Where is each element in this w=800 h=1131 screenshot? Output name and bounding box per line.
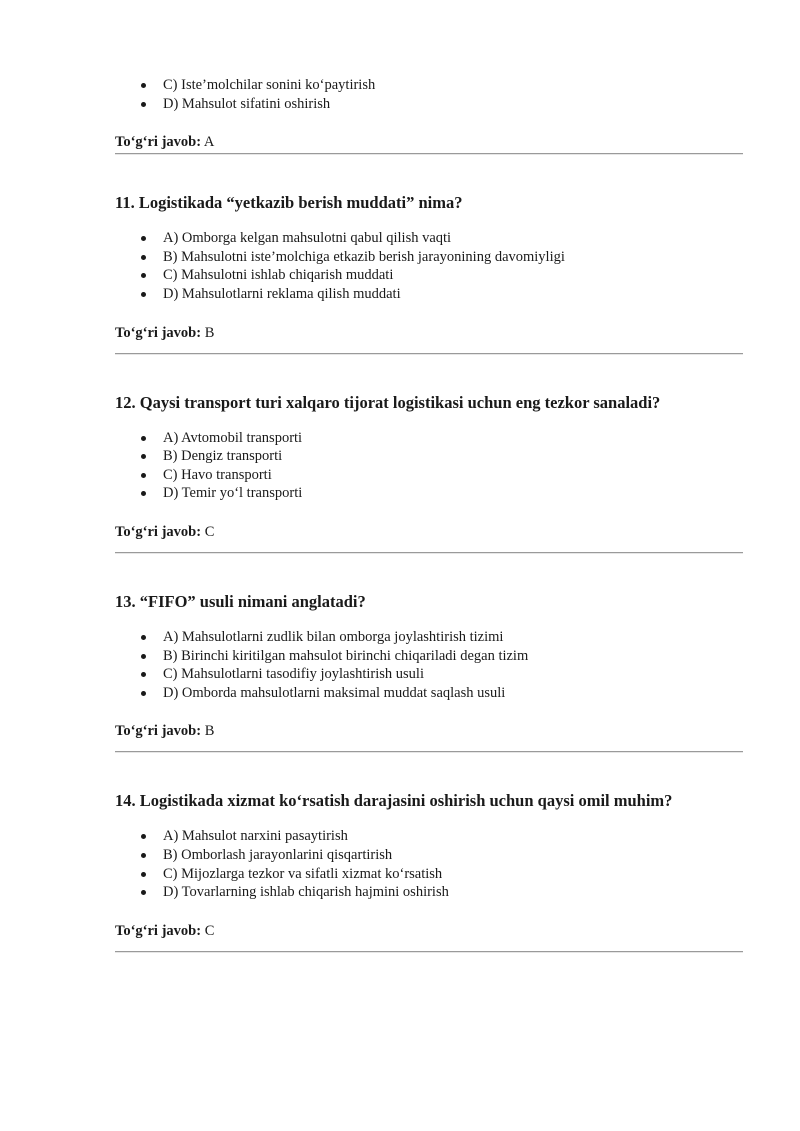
option-text: A) Omborga kelgan mahsulotni qabul qilish vaqti — [163, 230, 452, 247]
option-text: B) Birinchi kiritilgan mahsulot birinchi chiqariladi degan tizim — [163, 647, 529, 664]
answer-line — [115, 523, 743, 541]
option-text: D) Mahsulotlarni reklama qilish muddati — [163, 285, 401, 302]
option-text: B) Omborlash jarayonlarini qisqartirish — [163, 846, 393, 863]
list-item — [115, 229, 743, 248]
option-text: A) Avtomobil transporti — [163, 429, 303, 446]
option-text: D) Temir yo‘l transporti — [163, 485, 303, 502]
option-text: B) Mahsulotni iste’molchiga etkazib berish jarayonining davomiyligi — [163, 248, 565, 265]
bullet-icon — [141, 83, 146, 88]
options-list — [115, 827, 743, 901]
bullet-icon — [141, 672, 146, 677]
answer-value: A — [203, 134, 215, 151]
bullet-icon — [141, 102, 146, 107]
answer-value: B — [204, 324, 215, 341]
bullet-icon — [141, 273, 146, 278]
list-item — [115, 883, 743, 902]
answer-label: To‘g‘ri javob: — [115, 523, 202, 540]
option-text: D) Omborda mahsulotlarni maksimal muddat saqlash usuli — [163, 684, 506, 701]
bullet-icon — [141, 890, 146, 895]
question-title: 13. “FIFO” usuli nimani anglatadi? — [115, 591, 366, 611]
bullet-icon — [141, 834, 146, 839]
options-list — [115, 429, 743, 503]
question-title: 14. Logistikada xizmat ko‘rsatish darajasini oshirish uchun qaysi omil muhim? — [115, 791, 673, 811]
option-text: D) Mahsulot sifatini oshirish — [163, 95, 331, 112]
bullet-icon — [141, 236, 146, 241]
answer-line — [115, 722, 743, 740]
answer-line — [115, 133, 743, 151]
question-title: 12. Qaysi transport turi xalqaro tijorat logistikasi uchun eng tezkor sanaladi? — [115, 392, 661, 412]
list-item — [115, 76, 743, 95]
list-item — [115, 628, 743, 647]
list-item — [115, 429, 743, 448]
options-list — [115, 628, 743, 702]
option-text: C) Mijozlarga tezkor va sifatli xizmat ko‘rsatish — [163, 865, 443, 882]
option-text: C) Havo transporti — [163, 466, 272, 483]
option-text: A) Mahsulotlarni zudlik bilan omborga joylashtirish tizimi — [163, 628, 504, 645]
option-text: C) Mahsulotni ishlab chiqarish muddati — [163, 267, 394, 284]
answer-label: To‘g‘ri javob: — [115, 922, 202, 939]
bullet-icon — [141, 654, 146, 659]
option-text: B) Dengiz transporti — [163, 448, 283, 465]
bullet-icon — [141, 436, 146, 441]
list-item — [115, 846, 743, 865]
bullet-icon — [141, 872, 146, 877]
bullet-icon — [141, 473, 146, 478]
list-item — [115, 248, 743, 267]
option-text: C) Iste’molchilar sonini ko‘paytirish — [163, 77, 376, 93]
bullet-icon — [141, 292, 146, 297]
question-title: 11. Logistikada “yetkazib berish muddati” nima? — [115, 193, 463, 213]
bullet-icon — [141, 853, 146, 858]
list-item — [115, 484, 743, 503]
options-list — [115, 229, 743, 303]
list-item — [115, 647, 743, 666]
answer-label: To‘g‘ri javob: — [115, 324, 202, 341]
bullet-icon — [141, 255, 146, 260]
document-page — [115, 0, 743, 953]
bullet-icon — [141, 454, 146, 459]
list-item — [115, 266, 743, 285]
bullet-icon — [141, 691, 146, 696]
list-item — [115, 285, 743, 304]
list-item — [115, 865, 743, 884]
list-item — [115, 684, 743, 703]
answer-label: To‘g‘ri javob: — [115, 134, 202, 151]
option-text: C) Mahsulotlarni tasodifiy joylashtirish usuli — [163, 666, 424, 683]
option-text: A) Mahsulot narxini pasaytirish — [163, 828, 348, 845]
answer-line — [115, 922, 743, 940]
answer-value: C — [204, 922, 215, 939]
answer-label: To‘g‘ri javob: — [115, 723, 202, 740]
list-item — [115, 665, 743, 684]
prev-options-list — [115, 76, 743, 113]
bullet-icon — [141, 635, 146, 640]
answer-value: B — [204, 723, 215, 740]
divider — [115, 951, 743, 953]
answer-value: C — [204, 523, 215, 540]
list-item — [115, 466, 743, 485]
bullet-icon — [141, 491, 146, 496]
list-item — [115, 827, 743, 846]
option-text: D) Tovarlarning ishlab chiqarish hajmini oshirish — [163, 884, 449, 901]
list-item — [115, 95, 743, 114]
answer-line — [115, 324, 743, 342]
list-item — [115, 447, 743, 466]
